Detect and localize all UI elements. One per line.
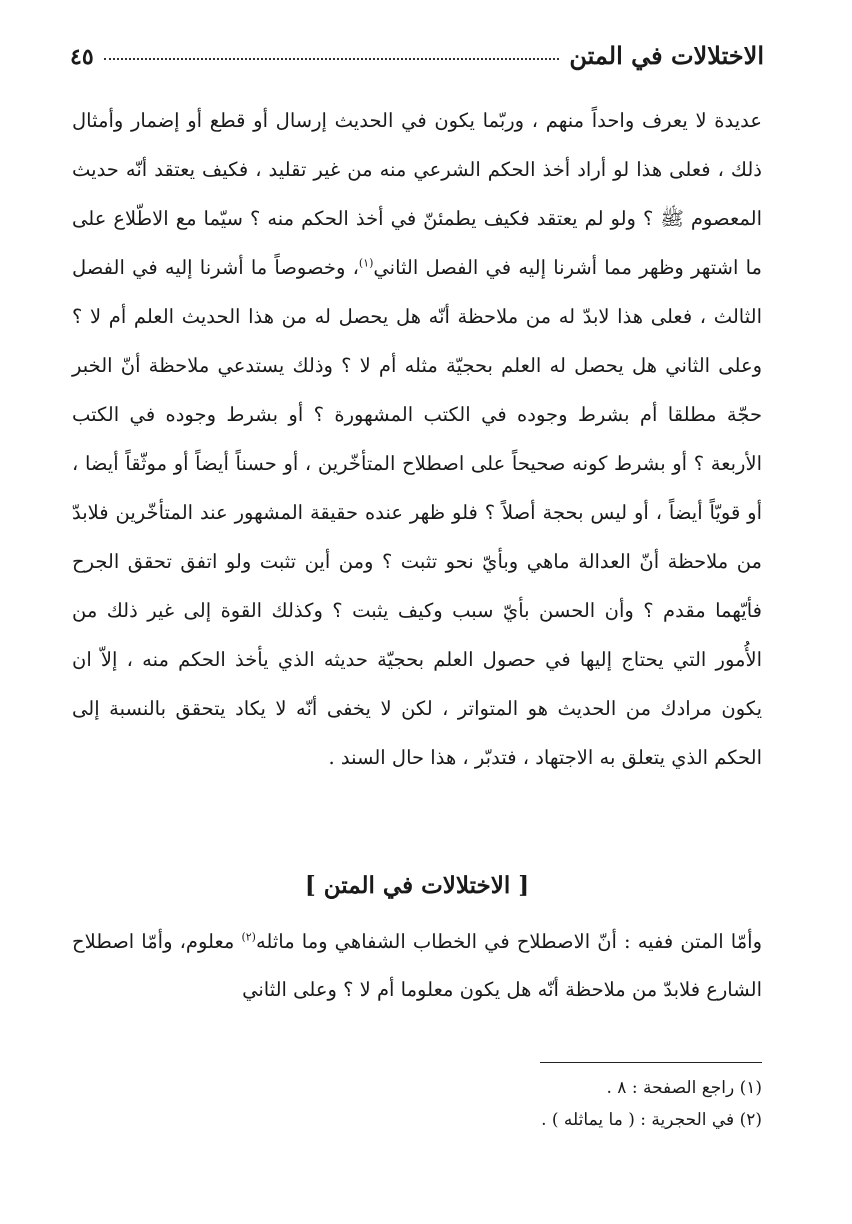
footnote-separator	[540, 1062, 762, 1063]
footnote-2: (٢) في الحجرية : ( ما يماثله ) .	[541, 1110, 762, 1130]
paragraph-1	[72, 96, 762, 782]
page-number: ٤٥	[70, 44, 94, 70]
section-heading: [ الاختلالات في المتن ]	[304, 872, 530, 899]
page-header	[70, 30, 764, 70]
footnotes	[72, 1072, 762, 1136]
paragraph-1-text: عديدة لا يعرف واحداً منهم ، وربّما يكون في الحديث إرسال أو قطع أو إضمار وأمثال ذلك ، فعلى هذا لو أراد أخذ الحكم الشرعي منه من غير تقليد ، فكيف يعتقد أنّه حديث المعصوم ﷺ ؟ ولو لم يعتقد فكيف يطمئنّ في أخذ الحكم منه ؟ سيّما مع الاطّلاع على ما اشتهر وظهر مما أشرنا إليه في الفصل الثاني	[72, 109, 762, 279]
paragraph-2	[72, 918, 762, 1014]
section-text-block	[72, 918, 762, 1014]
running-title: الاختلالات في المتن	[569, 41, 764, 70]
footnote-1: (١) راجع الصفحة : ٨ .	[606, 1078, 762, 1098]
paragraph-1-continuation: ، وخصوصاً ما أشرنا إليه في الفصل الثالث ، فعلى هذا لابدّ له من ملاحظة أنّه هل يحصل له من هذا الحديث العلم أم لا ؟ وعلى الثاني هل يحصل له العلم بحجيّة مثله أم لا ؟ وذلك يستدعي ملاحظة أنّ الخبر حجّة مطلقا أم بشرط وجوده في الكتب المشهورة ؟ أو بشرط وجوده في الكتب الأربعة ؟ أو بشرط كونه صحيحاً على اصطلاح المتأخّرين ، أو حسناً أيضاً أو موثّقاً أيضا ، أو قويّاً أيضاً ، أو ليس بحجة أصلاً ؟ فلو ظهر عنده حقيقة المشهور عند المتأخّرين فلابدّ من ملاحظة أنّ العدالة ماهي وبأيّ نحو تثبت ؟ ومن أين تثبت ولو اتفق تحقق الجرح فأيّهما مقدم ؟ وأن الحسن بأيّ سبب وكيف يثبت ؟ وكذلك القوة إلى غير ذلك من الأُمور التي يحتاج إليها في حصول العلم بحجيّة حديثه الذي يأخذ الحكم منه ، إلاّ ان يكون مرادك من الحديث هو المتواتر ، لكن لا يخفى أنّه لا يكاد يتحقق بالنسبة إلى الحكم الذي يتعلق به الاجتهاد ، فتدبّر ، هذا حال السند .	[72, 256, 762, 769]
header-dot-leader	[104, 58, 560, 60]
footnote-ref-2: (٢)	[241, 930, 256, 944]
main-text-block	[72, 96, 762, 782]
paragraph-2-continuation: معلوم، وأمّا اصطلاح الشارع فلابدّ من ملاحظة أنّه هل يكون معلوما أم لا ؟ وعلى الثاني	[72, 930, 762, 1001]
footnote-ref-1: (١)	[358, 256, 374, 270]
paragraph-2-text: وأمّا المتن ففيه : أنّ الاصطلاح في الخطاب الشفاهي وما ماثله	[255, 930, 763, 953]
